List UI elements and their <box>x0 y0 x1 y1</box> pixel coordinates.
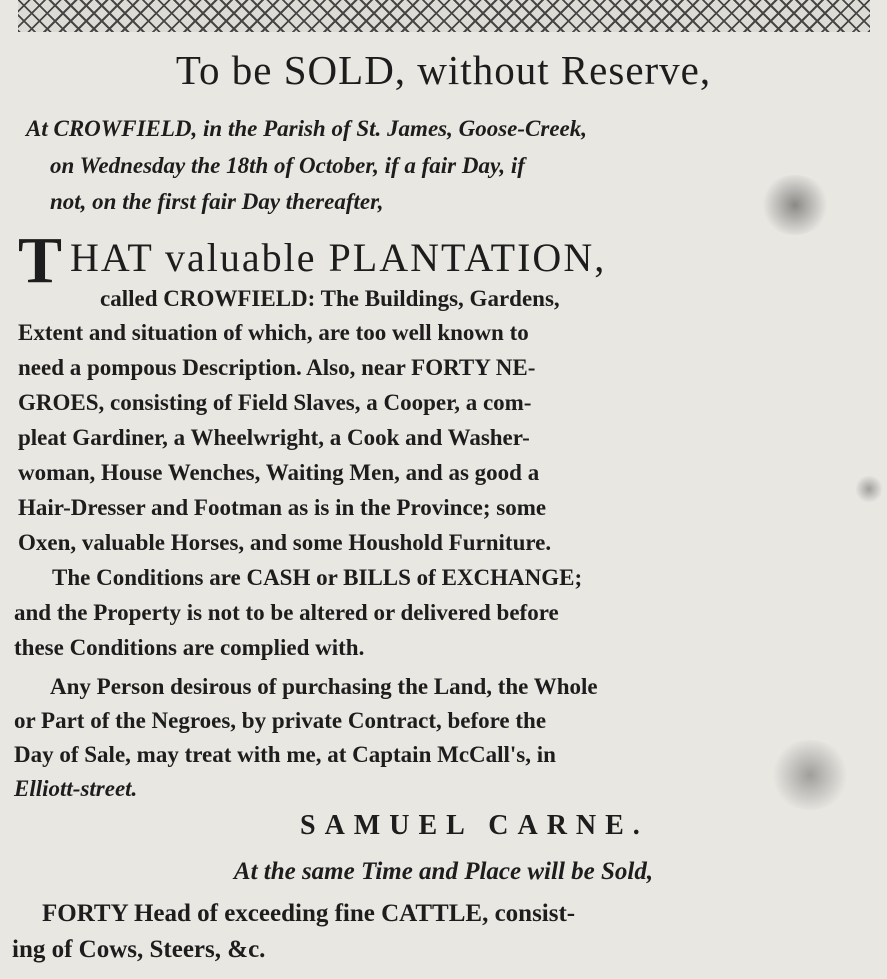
cattle-line: FORTY Head of exceeding fine CATTLE, consist- <box>42 900 576 927</box>
body-line: pleat Gardiner, a Wheelwright, a Cook and Washer- <box>18 425 530 450</box>
conditions-line: The Conditions are CASH or BILLS of EXCHANGE; <box>52 565 583 590</box>
body-line: Oxen, valuable Horses, and some Houshold Furniture. <box>18 530 552 555</box>
signature: SAMUEL CARNE. <box>300 810 649 841</box>
also-sold-heading: At the same Time and Place will be Sold, <box>233 858 654 885</box>
intro-line: on Wednesday the 18th of October, if a fair Day, if <box>50 153 525 178</box>
body-line: GROES, consisting of Field Slaves, a Cooper, a com- <box>18 390 532 415</box>
body-line: woman, House Wenches, Waiting Men, and as good a <box>18 460 540 485</box>
body-line: Extent and situation of which, are too well known to <box>18 320 529 345</box>
drop-cap: T <box>18 224 63 297</box>
plantation-title-line: HAT valuable PLANTATION, <box>70 235 607 280</box>
body-line: need a pompous Description. Also, near FORTY NE- <box>18 355 536 380</box>
body-line: Hair-Dresser and Footman as is in the Province; some <box>18 495 547 520</box>
body-line: called CROWFIELD: The Buildings, Gardens, <box>100 286 560 311</box>
private-sale-line: Elliott-street. <box>14 776 138 801</box>
intro-line: At CROWFIELD, in the Parish of St. James, Goose-Creek, <box>26 116 587 141</box>
conditions-line: these Conditions are complied with. <box>14 635 365 660</box>
cattle-line: ing of Cows, Steers, &c. <box>12 936 266 963</box>
conditions-line: and the Property is not to be altered or delivered before <box>14 600 559 625</box>
private-sale-line: or Part of the Negroes, by private Contract, before the <box>14 708 547 733</box>
private-sale-line: Any Person desirous of purchasing the Land, the Whole <box>50 674 598 699</box>
intro-line: not, on the first fair Day thereafter, <box>50 189 384 214</box>
advert-heading: To be SOLD, without Reserve, <box>175 47 712 93</box>
private-sale-line: Day of Sale, may treat with me, at Captain McCall's, in <box>14 742 556 767</box>
